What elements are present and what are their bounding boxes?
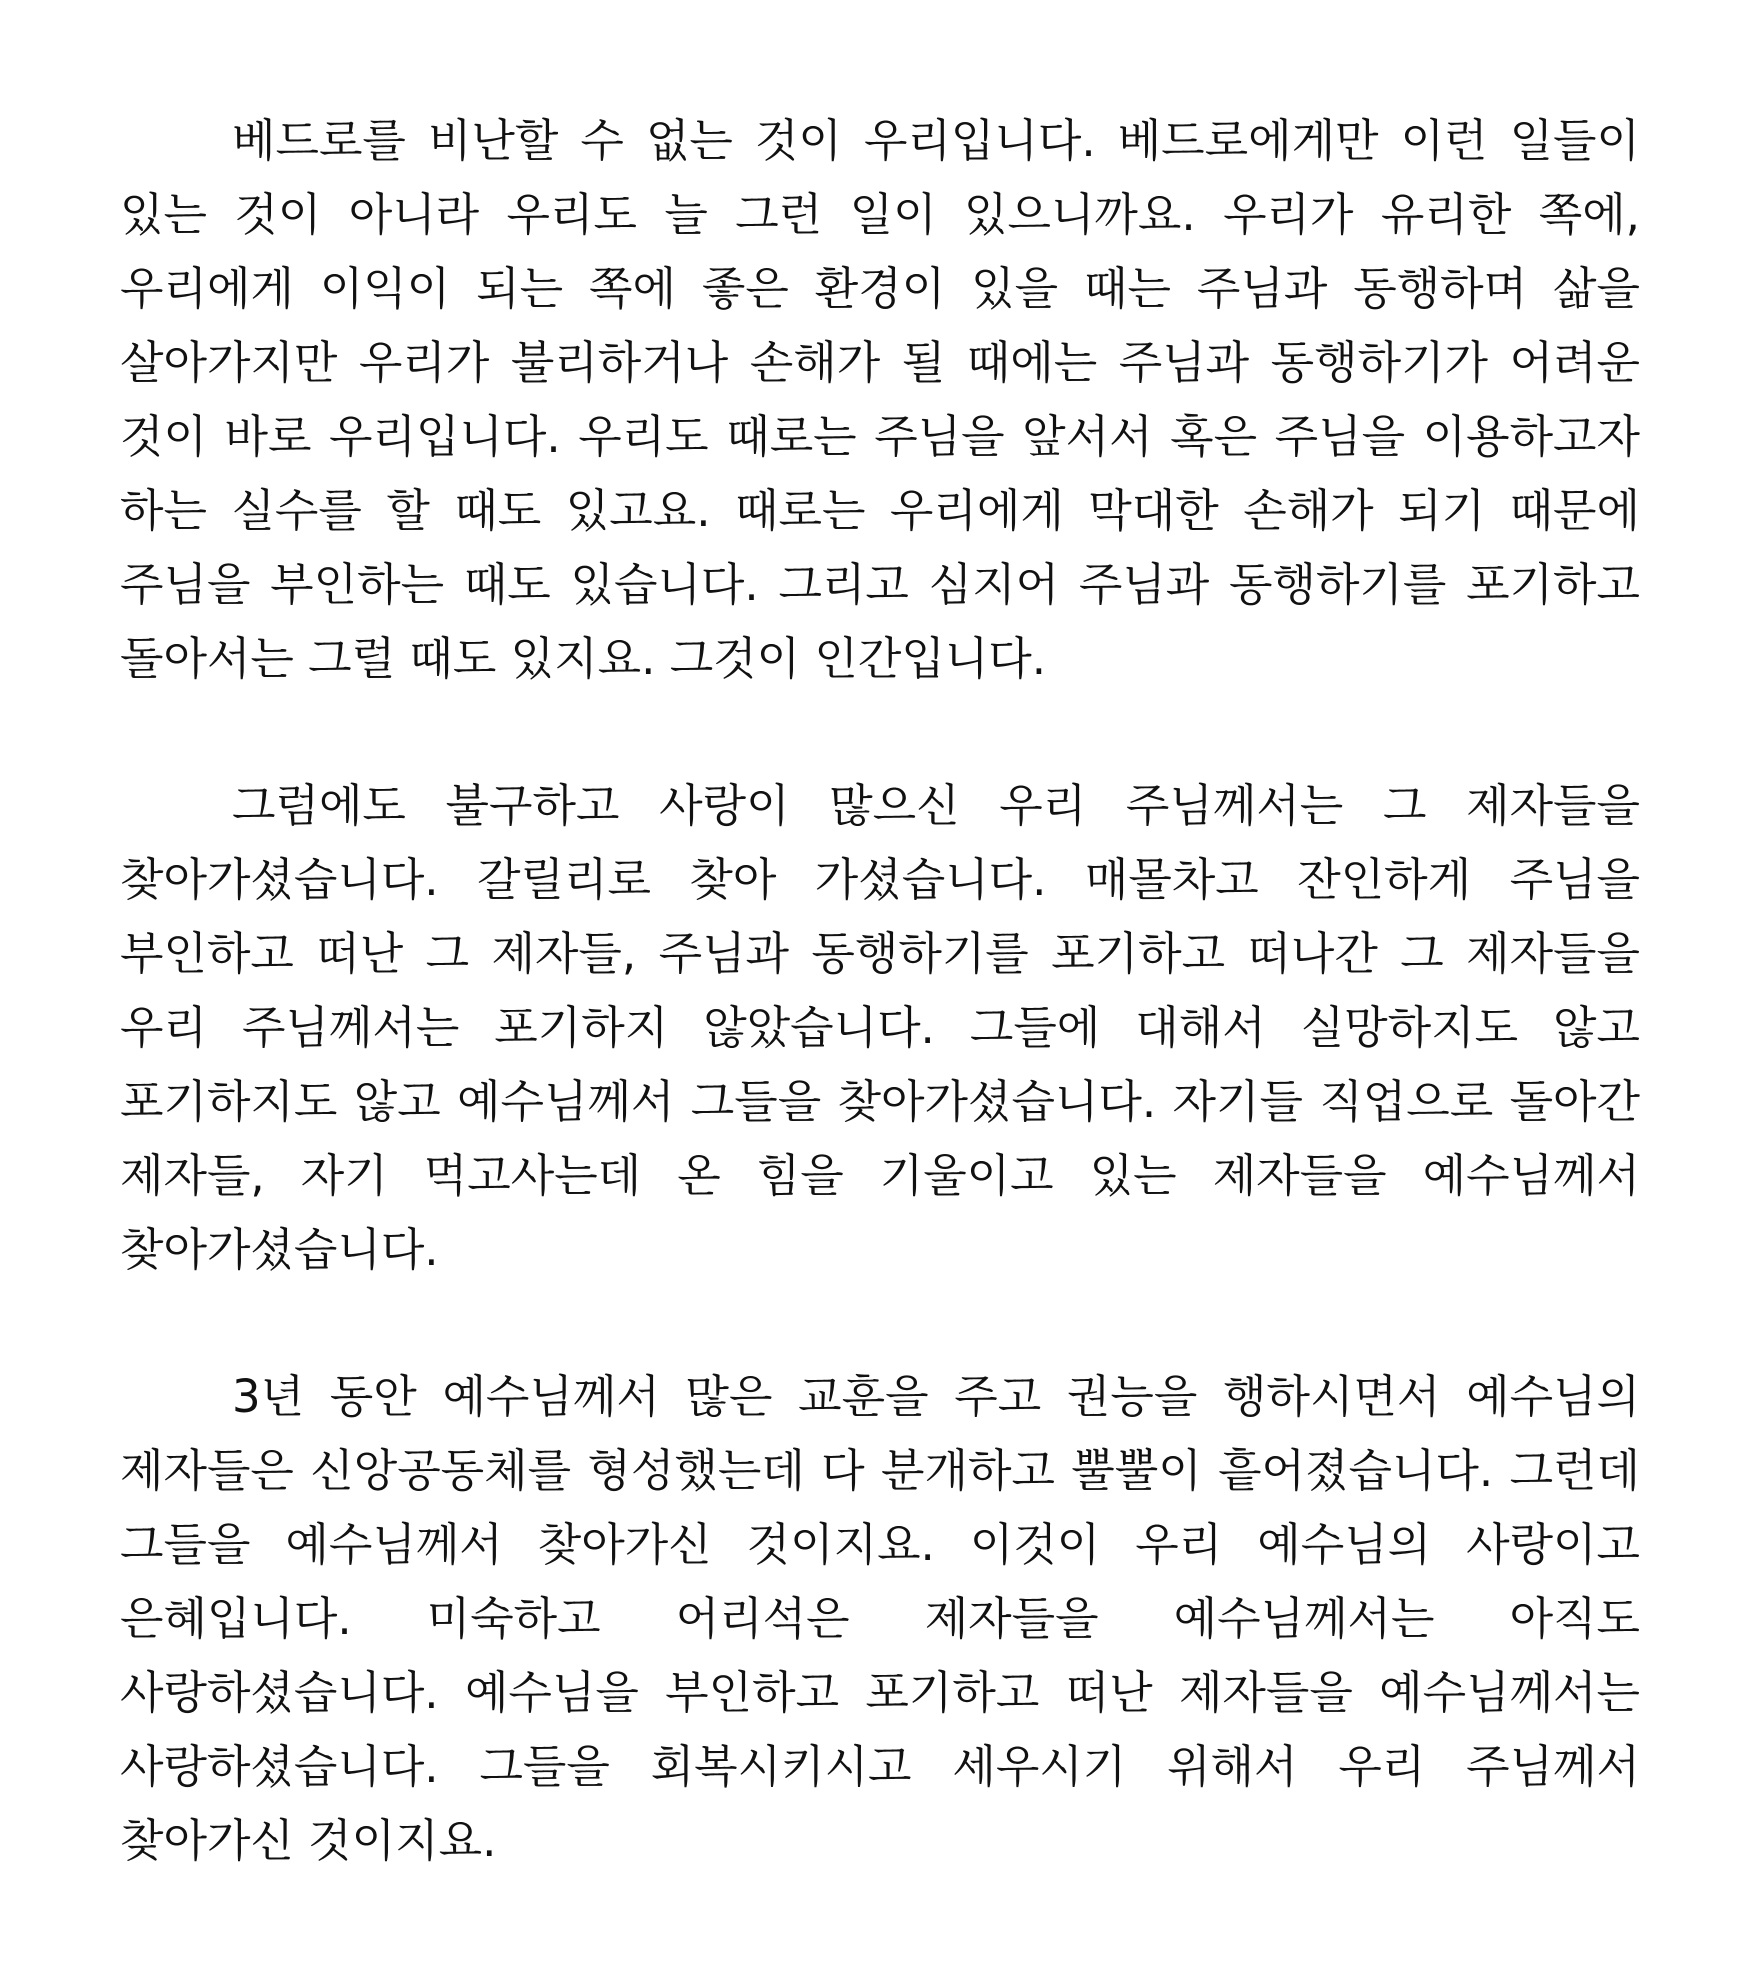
paragraph-2: 그럼에도 불구하고 사랑이 많으신 우리 주님께서는 그 제자들을 찾아가셨습니다. 갈릴리로 찾아 가셨습니다. 매몰차고 잔인하게 주님을 부인하고 떠난 그 제자들, 주님과 동행하기를 포기하고 떠나간 그 제자들을 우리 주님께서는 포기하지 않았습니다. 그들에 대해서 실망하지도 않고 포기하지도 않고 예수님께서 그들을 찾아가셨습니다. 자기들 직업으로 돌아간 제자들, 자기 먹고사는데 온 힘을 기울이고 있는 제자들을 예수님께서 찾아가셨습니다. xyxy=(120,779,1640,1276)
document-body xyxy=(120,104,1640,1878)
paragraph-3: 3년 동안 예수님께서 많은 교훈을 주고 권능을 행하시면서 예수님의 제자들은 신앙공동체를 형성했는데 다 분개하고 뿔뿔이 흩어졌습니다. 그런데 그들을 예수님께서 찾아가신 것이지요. 이것이 우리 예수님의 사랑이고 은혜입니다. 미숙하고 어리석은 제자들을 예수님께서는 아직도 사랑하셨습니다. 예수님을 부인하고 포기하고 떠난 제자들을 예수님께서는 사랑하셨습니다. 그들을 회복시키시고 세우시기 위해서 우리 주님께서 찾아가신 것이지요. xyxy=(120,1370,1640,1867)
paragraph-1: 베드로를 비난할 수 없는 것이 우리입니다. 베드로에게만 이런 일들이 있는 것이 아니라 우리도 늘 그런 일이 있으니까요. 우리가 유리한 쪽에, 우리에게 이익이 되는 쪽에 좋은 환경이 있을 때는 주님과 동행하며 삶을 살아가지만 우리가 불리하거나 손해가 될 때에는 주님과 동행하기가 어려운 것이 바로 우리입니다. 우리도 때로는 주님을 앞서서 혹은 주님을 이용하고자 하는 실수를 할 때도 있고요. 때로는 우리에게 막대한 손해가 되기 때문에 주님을 부인하는 때도 있습니다. 그리고 심지어 주님과 동행하기를 포기하고 돌아서는 그럴 때도 있지요. 그것이 인간입니다. xyxy=(120,114,1640,685)
